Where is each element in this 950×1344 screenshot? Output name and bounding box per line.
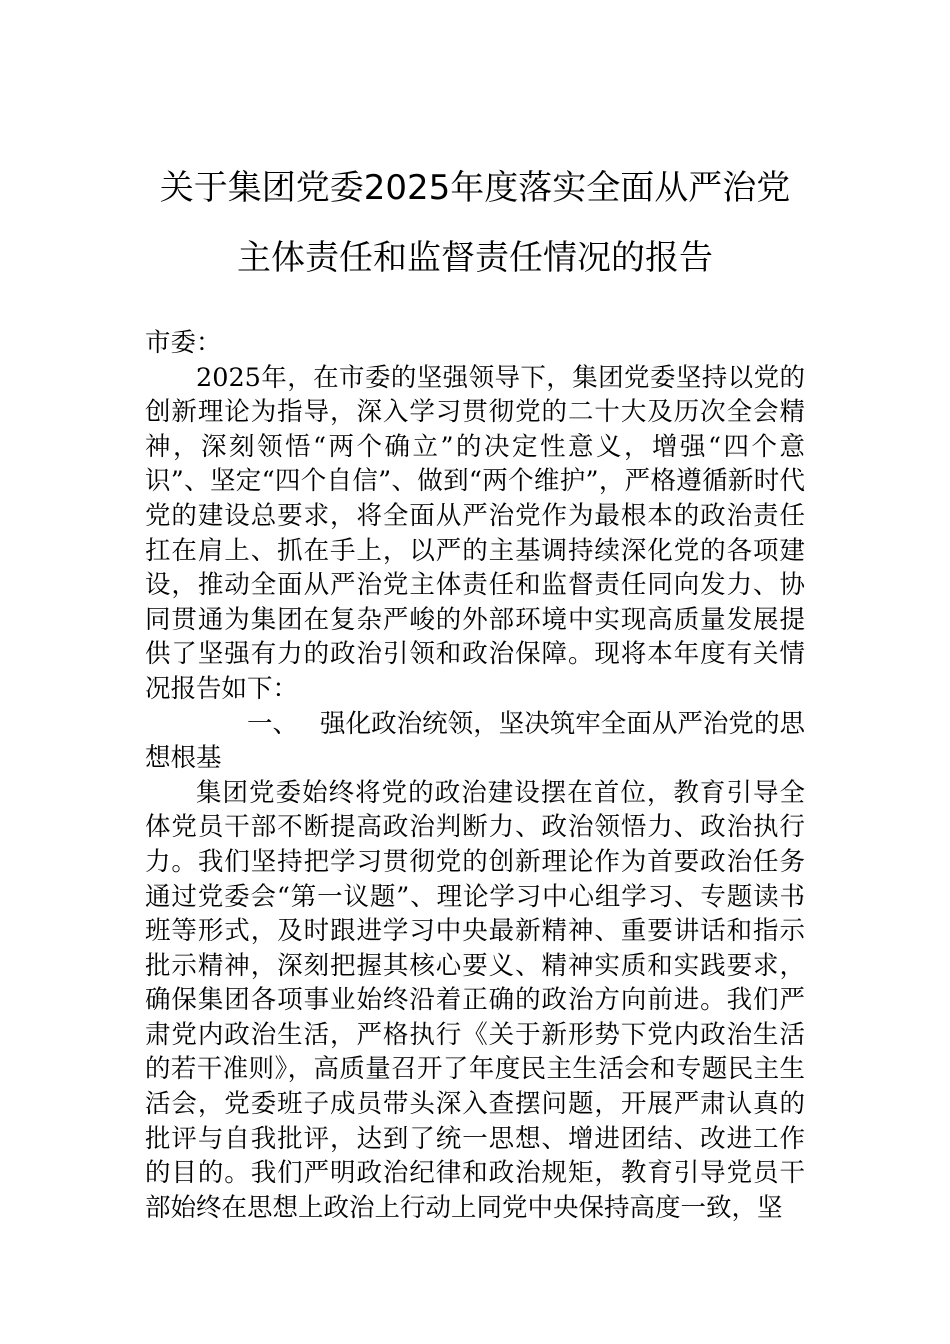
intro-paragraph: 2025年，在市委的坚强领导下，集团党委坚持以党的创新理论为指导，深入学习贯彻党的二十大及历次全会精神，深刻领悟“两个确立”的决定性意义，增强“四个意识”、坚定“四个自信”、做到“两个维护”，严格遵循新时代党的建设总要求，将全面从严治党作为最根本的政治责任扛在肩上、抓在手上，以严的主基调持续深化党的各项建设，推动全面从严治党主体责任和监督责任同向发力、协同贯通为集团在复杂严峻的外部环境中实现高质量发展提供了坚强有力的政治引领和政治保障。现将本年度有关情况报告如下： (145, 362, 805, 704)
document-body (145, 326, 805, 1225)
section-1-paragraph: 集团党委始终将党的政治建设摆在首位，教育引导全体党员干部不断提高政治判断力、政治领悟力、政治执行力。我们坚持把学习贯彻党的创新理论作为首要政治任务通过党委会“第一议题”、理论学习中心组学习、专题读书班等形式，及时跟进学习中央最新精神、重要讲话和指示批示精神，深刻把握其核心要义、精神实质和实践要求，确保集团各项事业始终沿着正确的政治方向前进。我们严肃党内政治生活，严格执行《关于新形势下党内政治生活的若干准则》，高质量召开了年度民主生活会和专题民主生活会，党委班子成员带头深入查摆问题，开展严肃认真的批评与自我批评，达到了统一思想、增进团结、改进工作的目的。我们严明政治纪律和政治规矩，教育引导党员干部始终在思想上政治上行动上同党中央保持高度一致，坚 (145, 777, 805, 1223)
section-1-heading-text: 强化政治统领，坚决筑牢全面从严治党的思想根基 (145, 708, 805, 774)
document-title-line-2: 主体责任和监督责任情况的报告 (237, 238, 713, 278)
section-1-number: 一、 (247, 708, 299, 739)
salutation: 市委： (145, 328, 222, 358)
section-1-heading (145, 707, 805, 776)
document-title-line-1: 关于集团党委2025年度落实全面从严治党 (159, 168, 791, 208)
